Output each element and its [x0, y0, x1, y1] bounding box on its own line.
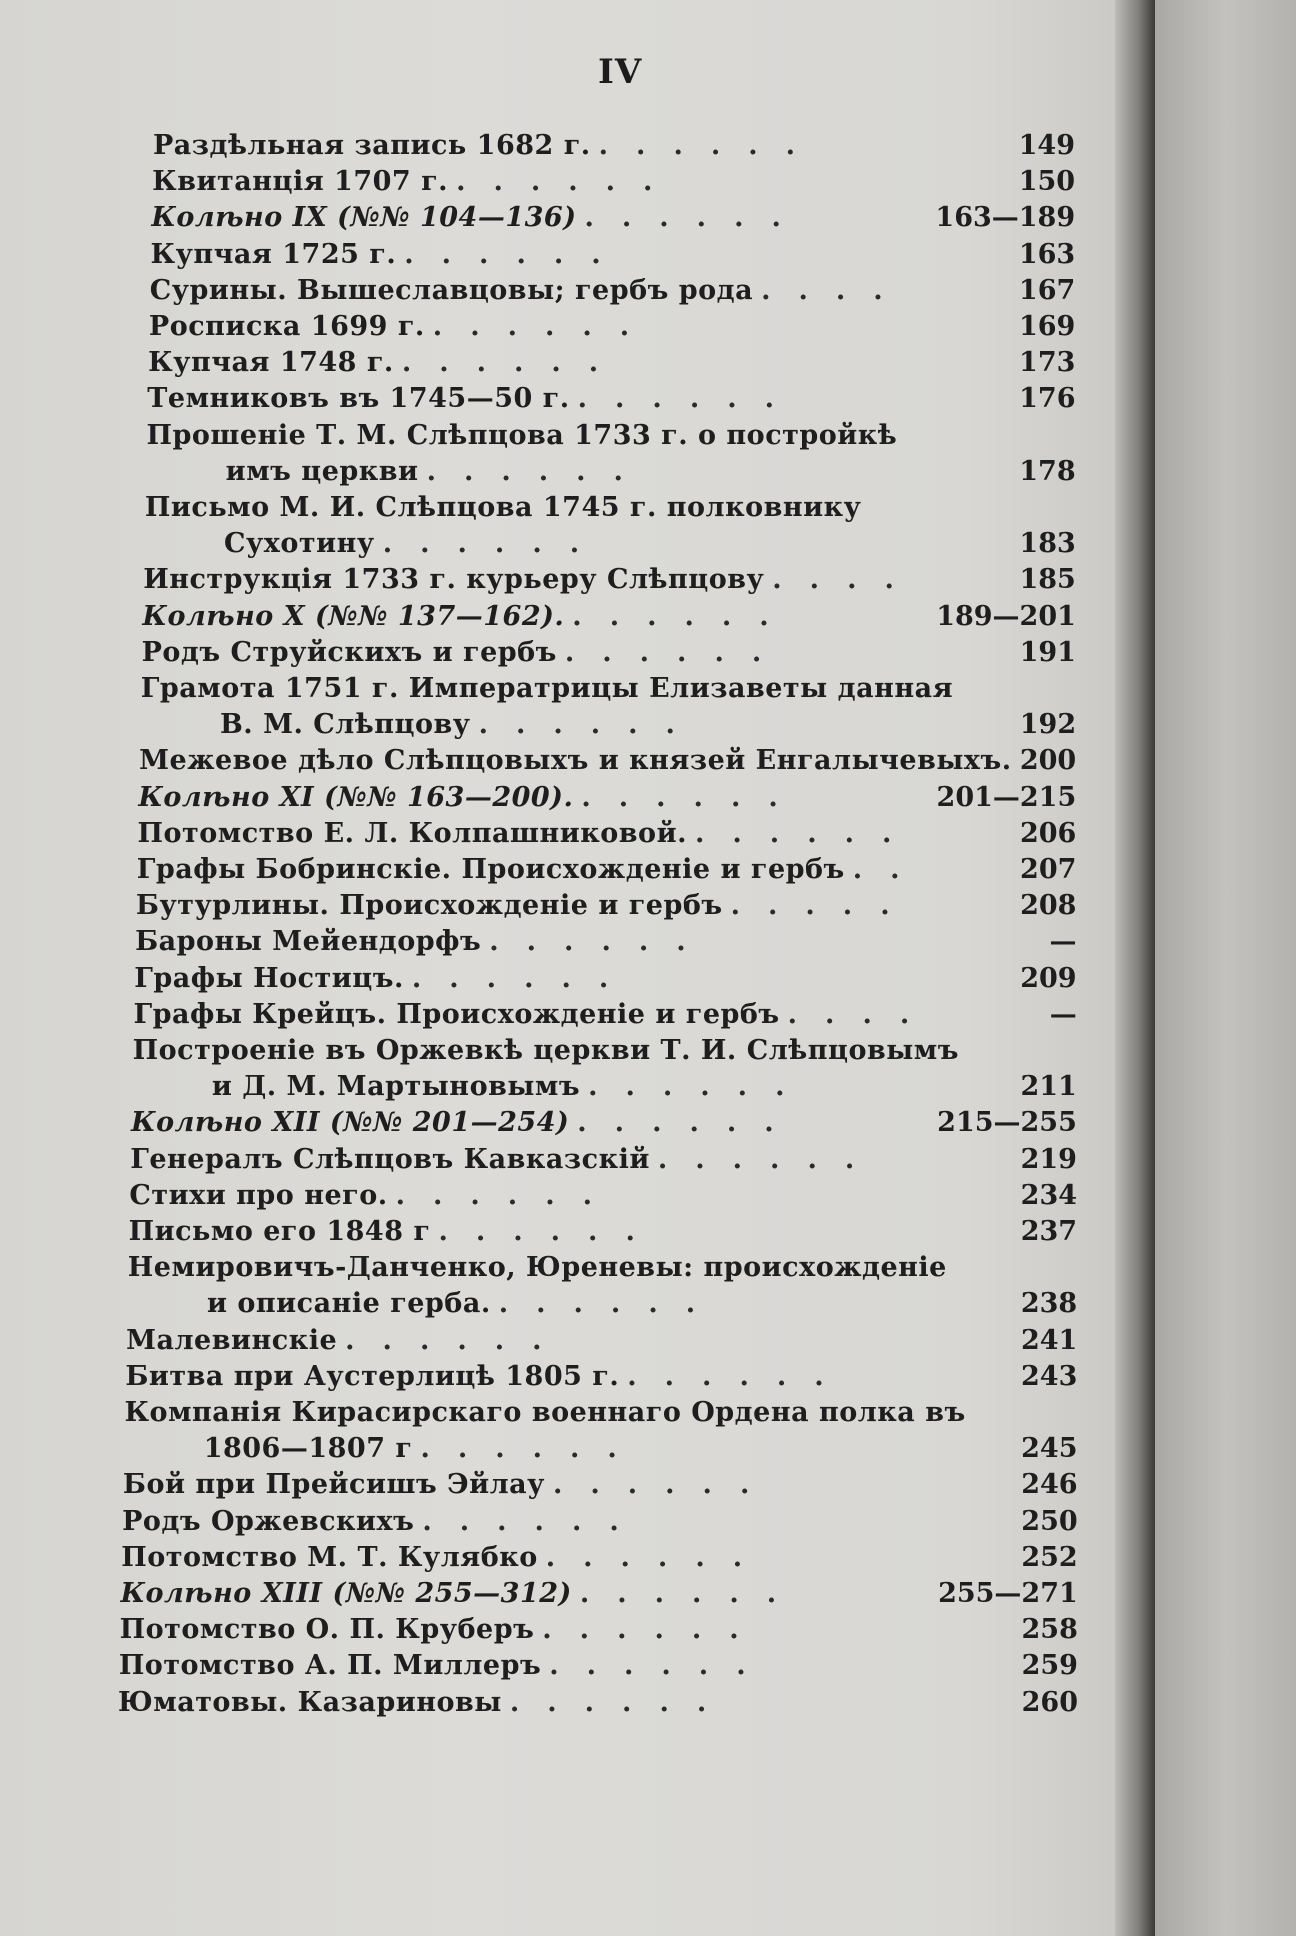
dot-leader: ......: [552, 1469, 778, 1501]
toc-page-number: 243: [1021, 1360, 1078, 1392]
toc-entry-title: Графы Крейцъ. Происхожденіе и гербъ: [133, 998, 780, 1030]
toc-entry: [226, 456, 651, 487]
toc-entry: [119, 1650, 774, 1681]
toc-page-number: 201—215: [936, 781, 1077, 813]
dot-leader: ....: [772, 564, 922, 596]
toc-entry: [148, 347, 626, 378]
toc-page-number: 241: [1020, 1324, 1078, 1356]
toc-entry-title: Колѣно X (№№ 137—162).: [142, 600, 565, 632]
dot-leader: ......: [438, 1216, 663, 1247]
dot-leader: ......: [627, 1360, 852, 1392]
toc-entry-title: Росписка 1699 г.: [148, 311, 425, 342]
toc-page-number: 250: [1021, 1505, 1078, 1537]
dot-leader: ......: [420, 1433, 645, 1465]
dot-leader: ......: [549, 1650, 774, 1682]
toc-page-number: 189—201: [936, 600, 1076, 632]
toc-page-number: 208: [1020, 890, 1077, 922]
toc-page-number: 259: [1021, 1650, 1078, 1682]
toc-entry: [125, 1397, 966, 1428]
toc-page-number: 258: [1021, 1614, 1078, 1646]
dot-leader: ......: [545, 1541, 771, 1573]
toc-entry: [142, 601, 796, 632]
toc-page-number: 167: [1018, 274, 1076, 306]
toc-page-number: 209: [1020, 962, 1077, 994]
toc-entry: [133, 1035, 959, 1066]
toc-entry-title: Генералъ Слѣпцовъ Кавказскій: [130, 1143, 650, 1175]
toc-entry-title: Родъ Оржевскихъ: [122, 1505, 415, 1537]
toc-entry-title: Бароны Мейендорфъ: [135, 926, 482, 958]
dot-leader: ......: [588, 1071, 813, 1103]
toc-page-number: 163—189: [935, 202, 1076, 234]
dot-leader: .....: [730, 890, 918, 922]
toc-entry: [118, 1687, 734, 1718]
toc-entry-title: Колѣно XIII (№№ 255—312): [120, 1578, 572, 1609]
toc-page-number: 173: [1019, 347, 1076, 379]
toc-page-number: 260: [1021, 1686, 1078, 1718]
dot-leader: ......: [432, 311, 658, 342]
toc-entry-title: Немировичъ-Данченко, Юреневы: происхожденіе: [127, 1252, 947, 1284]
toc-entry-title: Письмо его 1848 г: [128, 1216, 431, 1247]
toc-entry-title: Инструкція 1733 г. курьеру Слѣпцову: [143, 564, 765, 596]
toc-page-number: 149: [1018, 130, 1075, 161]
dot-leader: ......: [411, 962, 637, 994]
dot-leader: ......: [584, 202, 809, 234]
toc-entry-title: В. М. Слѣпцову: [219, 709, 471, 741]
dot-leader: ......: [382, 528, 608, 560]
toc-entry: [207, 1288, 723, 1319]
toc-entry: [153, 130, 823, 161]
toc-page-number: 200: [1019, 745, 1077, 777]
toc-entry-title: Квитанція 1707 г.: [152, 166, 449, 198]
toc-entry: [122, 1506, 647, 1537]
dot-leader: ......: [404, 238, 629, 270]
page-folio: IV: [598, 52, 643, 92]
toc-page-number: 234: [1020, 1179, 1078, 1211]
toc-entry-title: Колѣно XII (№№ 201—254): [131, 1107, 570, 1139]
toc-entry: [150, 275, 911, 306]
toc-entry: [143, 564, 922, 595]
dot-leader: ......: [579, 1578, 805, 1609]
toc-entry: [131, 1107, 802, 1138]
toc-entry-title: Графы Ностицъ.: [134, 962, 404, 994]
dot-leader: ..: [852, 854, 928, 885]
dot-leader: ......: [542, 1614, 767, 1646]
book-gutter: [1115, 0, 1155, 1936]
toc-entry: [133, 999, 937, 1030]
toc-entry-title: и Д. М. Мартыновымъ: [211, 1071, 581, 1103]
dot-leader: ......: [509, 1686, 735, 1718]
toc-entry-title: Малевинскіе: [126, 1324, 338, 1356]
dot-leader: ......: [422, 1505, 647, 1537]
toc-entry-title: Колѣно XI (№№ 163—200).: [138, 781, 574, 813]
toc-entry-title: Юматовы. Казариновы: [118, 1686, 502, 1718]
toc-page-number: 206: [1019, 817, 1077, 849]
toc-entry-title: Межевое дѣло Слѣпцовыхъ и князей Енгалычевыхъ.: [139, 745, 1012, 777]
toc-page-number: 169: [1018, 311, 1076, 342]
toc-entry-title: Графы Бобринскіе. Происхожденіе и гербъ: [136, 854, 845, 885]
toc-entry: [146, 420, 897, 451]
toc-entry-title: Сухотину: [224, 528, 375, 560]
toc-page-number: 176: [1019, 383, 1076, 415]
toc-entry: [135, 926, 714, 957]
toc-page-number: —: [1049, 926, 1077, 958]
toc-entry-title: Бутурлины. Происхожденіе и гербъ: [135, 890, 723, 922]
dot-leader: ......: [456, 166, 681, 198]
toc-entry-title: Бой при Прейсишъ Эйлау: [122, 1469, 545, 1501]
dot-leader: ......: [498, 1288, 724, 1320]
toc-entry: [141, 673, 953, 704]
toc-entry-title: Стихи про него.: [129, 1179, 388, 1211]
dot-leader: ......: [564, 636, 790, 668]
toc-entry-title: Потомство Е. Л. Колпашниковой.: [137, 817, 687, 849]
dot-leader: ......: [657, 1143, 883, 1175]
facing-page-edge: [1155, 0, 1296, 1936]
dot-leader: ......: [577, 1107, 802, 1139]
toc-page-number: 219: [1020, 1143, 1077, 1175]
toc-entry: [139, 745, 1019, 776]
toc-entry-title: 1806—1807 г: [203, 1433, 413, 1465]
toc-entry-title: Письмо М. И. Слѣпцова 1745 г. полковнику: [144, 492, 862, 523]
toc-entry: [120, 1614, 767, 1645]
toc-page-number: 191: [1019, 636, 1076, 668]
toc-page-number: 163: [1018, 238, 1076, 270]
toc-entry-title: Колѣно IX (№№ 104—136): [151, 202, 577, 234]
dot-leader: ....: [761, 274, 911, 306]
toc-entry-title: Темниковъ въ 1745—50 г.: [147, 383, 570, 415]
toc-entry: [126, 1325, 569, 1356]
dot-leader: ......: [345, 1324, 570, 1356]
toc-entry-title: Потомство О. П. Круберъ: [119, 1614, 535, 1646]
toc-page-number: —: [1049, 998, 1077, 1030]
toc-entry-title: Родъ Струйскихъ и гербъ: [141, 636, 557, 668]
toc-entry: [129, 1180, 620, 1211]
toc-page-number: 252: [1021, 1541, 1078, 1573]
toc-entry: [138, 818, 920, 849]
dot-leader: ......: [581, 781, 806, 813]
dot-leader: ......: [426, 455, 651, 487]
dot-leader: ......: [478, 709, 703, 741]
toc-entry-title: Битва при Аустерлицѣ 1805 г.: [125, 1360, 620, 1392]
toc-page-number: 207: [1020, 854, 1077, 885]
toc-page-number: 245: [1021, 1433, 1078, 1465]
toc-entry: [147, 383, 802, 414]
toc-page-number: 211: [1020, 1071, 1077, 1103]
toc-entry: [138, 782, 805, 813]
dot-leader: ......: [572, 600, 797, 632]
toc-entry: [128, 1252, 947, 1283]
toc-entry-title: Купчая 1725 г.: [150, 238, 397, 270]
toc-page-number: 183: [1019, 528, 1076, 560]
toc-entry-title: Потомство А. П. Миллеръ: [118, 1650, 542, 1682]
dot-leader: ......: [401, 347, 627, 379]
toc-entry-title: имъ церкви: [225, 455, 419, 487]
toc-page-number: 150: [1018, 166, 1076, 198]
toc-entry: [204, 1433, 645, 1464]
toc-entry: [152, 166, 680, 197]
toc-page-number: 178: [1019, 455, 1076, 487]
toc-entry: [129, 1216, 663, 1247]
toc-entry: [136, 890, 918, 921]
toc-page-number: 185: [1019, 564, 1076, 596]
toc-entry: [125, 1361, 851, 1392]
toc-entry: [130, 1144, 882, 1175]
toc-entry-title: Раздѣльная запись 1682 г.: [153, 130, 591, 161]
dot-leader: ......: [489, 926, 714, 958]
toc-entry: [142, 637, 790, 668]
dot-leader: ......: [598, 130, 824, 161]
toc-entry-title: Потомство М. Т. Кулябко: [121, 1541, 538, 1573]
toc-entry-title: Построеніе въ Оржевкѣ церкви Т. И. Слѣпцовымъ: [132, 1035, 959, 1066]
toc-entry: [151, 202, 809, 233]
toc-page-number: 192: [1019, 709, 1077, 741]
toc-entry: [121, 1542, 770, 1573]
toc-entry-title: Купчая 1748 г.: [148, 347, 394, 379]
dot-leader: ......: [695, 817, 920, 849]
toc-entry: [149, 311, 657, 342]
toc-entry: [123, 1469, 777, 1500]
toc-page-number: 255—271: [938, 1578, 1078, 1609]
toc-entry: [151, 239, 629, 270]
toc-entry-title: Компанія Кирасирскаго военнаго Ордена полка въ: [124, 1397, 966, 1428]
toc-entry: [220, 709, 703, 740]
toc-page-number: 237: [1020, 1216, 1078, 1247]
toc-entry-title: и описаніе герба.: [206, 1288, 491, 1320]
dot-leader: ......: [577, 383, 803, 415]
toc-entry: [224, 528, 607, 559]
toc-page-number: 238: [1020, 1288, 1078, 1320]
toc-entry: [134, 963, 636, 994]
toc-entry: [137, 854, 928, 885]
toc-entry: [120, 1578, 804, 1609]
dot-leader: ....: [787, 998, 938, 1030]
toc-page-number: 215—255: [937, 1107, 1077, 1139]
toc-entry-title: Прошеніе Т. М. Слѣпцова 1733 г. о постройкѣ: [146, 419, 898, 451]
toc-entry-title: Грамота 1751 г. Императрицы Елизаветы данная: [140, 673, 954, 704]
toc-page-number: 246: [1021, 1469, 1078, 1501]
toc-entry-title: Сурины. Вышеславцовы; гербъ рода: [149, 274, 754, 306]
toc-entry: [212, 1071, 813, 1102]
toc-entry: [145, 492, 862, 523]
dot-leader: ......: [395, 1179, 621, 1211]
